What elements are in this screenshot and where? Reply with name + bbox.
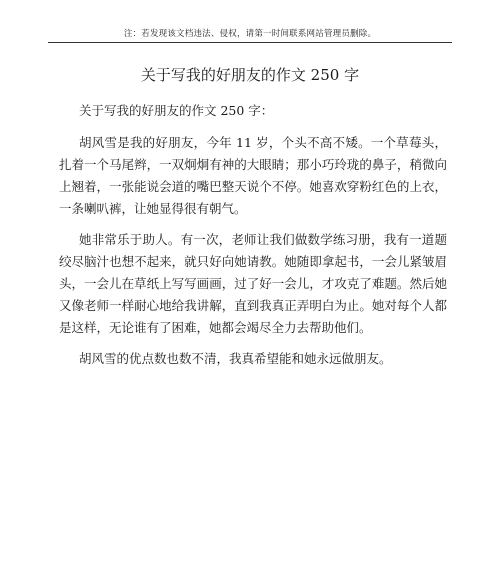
intro-line: 关于写我的好朋友的作文 250 字：	[79, 103, 274, 118]
document-title: 关于写我的好朋友的作文 250 字	[140, 66, 360, 84]
document-body	[59, 100, 447, 379]
paragraph-appearance: 胡风雪是我的好朋友，今年 11 岁，个头不高不矮。一个草莓头，扎着一个马尾辫，一双炯炯有神的大眼睛；那小巧玲珑的鼻子，稍微向上翘着，一张能说会道的嘴巴整天说个不停。她喜欢穿粉红色的上衣，一条喇叭裤，让她显得很有朝气。	[59, 135, 447, 216]
paragraph-conclusion: 胡风雪的优点数也数不清，我真希望能和她永远做朋友。	[79, 351, 392, 366]
paragraph-helpful: 她非常乐于助人。有一次，老师让我们做数学练习册，我有一道题绞尽脑汁也想不起来，就只好向她请教。她随即拿起书，一会儿紧皱眉头，一会儿在草纸上写写画画，过了好一会儿，才攻克了难题。然后她又像老师一样耐心地给我讲解，直到我真正弄明白为止。她对每个人都是这样，无论谁有了困难，她都会竭尽全力去帮助他们。	[59, 232, 447, 335]
header-divider	[48, 42, 452, 43]
disclaimer-note: 注：若发现该文档违法、侵权，请第一时间联系网站管理员删除。	[123, 29, 377, 39]
